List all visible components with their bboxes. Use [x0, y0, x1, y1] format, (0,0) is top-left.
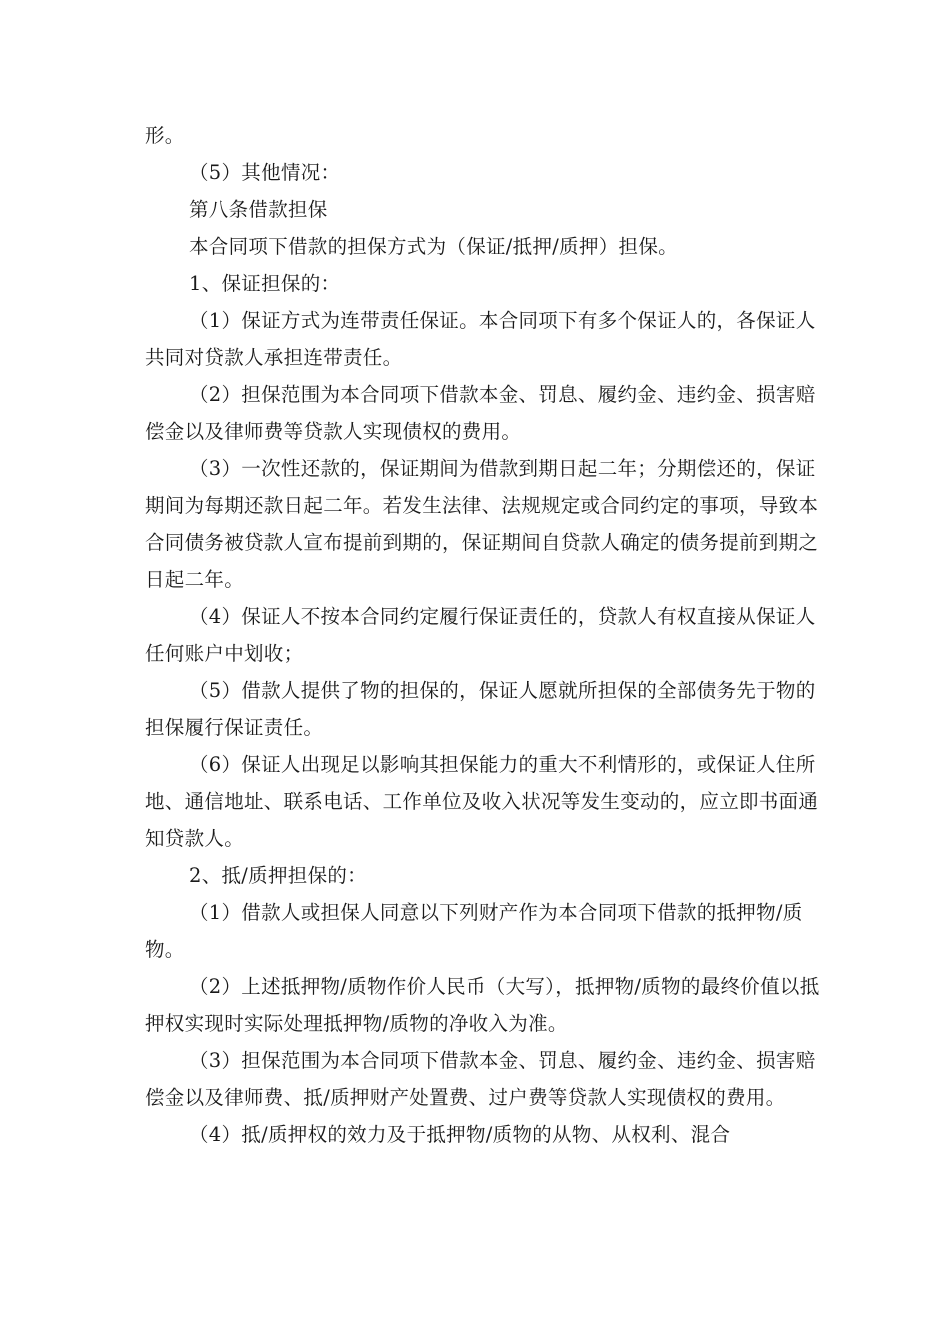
paragraph-mortgage-1: （1）借款人或担保人同意以下列财产作为本合同项下借款的抵押物/质物。 [145, 901, 803, 961]
paragraph-guarantee-method: 本合同项下借款的担保方式为（保证/抵押/质押）担保。 [189, 235, 678, 258]
paragraph-surety-3: （3）一次性还款的，保证期间为借款到期日起二年；分期偿还的，保证期间为每期还款日起二年。若发生法律、法规规定或合同约定的事项，导致本合同债务被贷款人宣布提前到期的，保证期间自贷款人确定的债务提前到期之日起二年。 [145, 457, 819, 591]
paragraph-surety-5: （5）借款人提供了物的担保的，保证人愿就所担保的全部债务先于物的担保履行保证责任。 [145, 679, 816, 739]
paragraph-surety-6: （6）保证人出现足以影响其担保能力的重大不利情形的，或保证人住所地、通信地址、联系电话、工作单位及收入状况等发生变动的，应立即书面通知贷款人。 [145, 753, 819, 850]
paragraph-surety-1: （1）保证方式为连带责任保证。本合同项下有多个保证人的，各保证人共同对贷款人承担连带责任。 [145, 309, 816, 369]
paragraph-continuation: 形。 [145, 124, 185, 147]
document-body [145, 117, 825, 1153]
section-heading-surety: 1、保证担保的： [189, 272, 341, 295]
paragraph-mortgage-2: （2）上述抵押物/质物作价人民币（大写），抵押物/质物的最终价值以抵押权实现时实际处理抵押物/质物的净收入为准。 [145, 975, 820, 1035]
section-heading-mortgage-pledge: 2、抵/质押担保的： [189, 864, 367, 887]
paragraph-other-situations: （5）其他情况： [189, 161, 341, 184]
paragraph-surety-4: （4）保证人不按本合同约定履行保证责任的，贷款人有权直接从保证人任何账户中划收； [145, 605, 816, 665]
paragraph-mortgage-4: （4）抵/质押权的效力及于抵押物/质物的从物、从权利、混合 [189, 1123, 731, 1146]
paragraph-mortgage-3: （3）担保范围为本合同项下借款本金、罚息、履约金、违约金、损害赔偿金以及律师费、抵/质押财产处置费、过户费等贷款人实现债权的费用。 [145, 1049, 816, 1109]
paragraph-surety-2: （2）担保范围为本合同项下借款本金、罚息、履约金、违约金、损害赔偿金以及律师费等贷款人实现债权的费用。 [145, 383, 816, 443]
article-heading-loan-guarantee: 第八条借款担保 [189, 198, 328, 221]
